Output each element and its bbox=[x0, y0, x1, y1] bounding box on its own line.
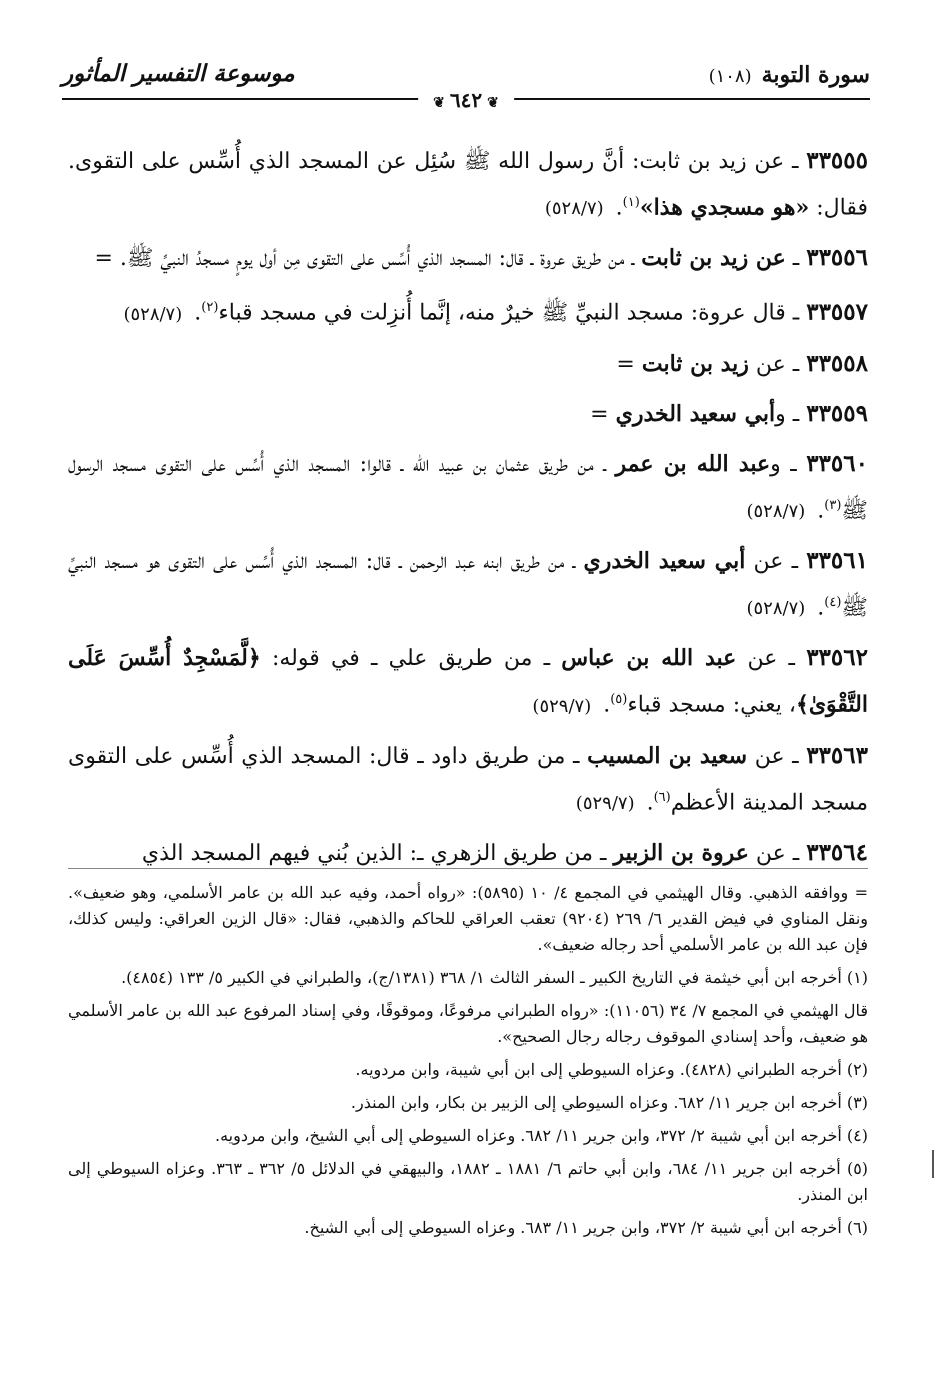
narration-entry bbox=[68, 637, 868, 726]
surah-name: سورة التوبة bbox=[761, 62, 870, 88]
ornament-icon: ❦ bbox=[487, 95, 499, 111]
footnote-separator bbox=[68, 868, 868, 869]
footnote-4: (٤) أخرجه ابن أبي شيبة ٢/ ٣٧٢، وابن جرير ١١/ ٦٨٢. وعزاه السيوطي إلى أبي الشيخ، وابن مردويه. bbox=[214, 1126, 868, 1145]
entry-text: ـ bbox=[785, 246, 807, 272]
entry-number: ٣٣٥٥٩ bbox=[806, 399, 868, 427]
entry-text: . bbox=[646, 789, 654, 815]
entry-text: . bbox=[615, 195, 623, 221]
footnote-ref: (٦) bbox=[653, 789, 671, 805]
footnote-ref: (٤) bbox=[824, 594, 842, 610]
verse-number: (١٠٨) bbox=[708, 66, 752, 87]
volume-ref: (٥٢٨/٧) bbox=[544, 198, 604, 220]
narration-entry bbox=[68, 393, 868, 435]
entry-bold-text: سعيد بن المسيب bbox=[587, 742, 748, 769]
main-text bbox=[68, 140, 868, 882]
book-title: موسوعة التفسير المأثور bbox=[62, 60, 295, 87]
entry-number: ٣٣٥٥٦ bbox=[806, 244, 868, 272]
narration-entry bbox=[68, 287, 868, 334]
volume-ref: (٥٢٨/٧) bbox=[746, 500, 806, 522]
surah-header bbox=[709, 62, 870, 88]
entry-number: ٣٣٥٦٠ bbox=[806, 449, 868, 477]
volume-ref: (٥٢٩/٧) bbox=[575, 792, 635, 814]
footnote-ref: (٥) bbox=[610, 692, 628, 708]
entry-text: ـ عن bbox=[747, 743, 807, 769]
footnote-2: (٢) أخرجه الطبراني (٤٨٢٨). وعزاه السيوطي إلى ابن أبي شيبة، وابن مردويه. bbox=[355, 1060, 868, 1079]
quran-verse: ﴿لَّمَسْجِدٌ أُسِّسَ عَلَى التَّقْوَىٰ﴾ bbox=[68, 645, 868, 718]
entry-number: ٣٣٥٦١ bbox=[806, 546, 868, 574]
entry-bold-text: عبد الله بن عمر bbox=[615, 450, 771, 477]
footnotes bbox=[68, 880, 868, 1248]
entry-bold-text: عن زيد بن ثابت bbox=[641, 245, 786, 272]
entry-text: = bbox=[616, 351, 642, 377]
entry-number: ٣٣٥٦٢ bbox=[806, 644, 868, 672]
entry-number: ٣٣٥٦٣ bbox=[806, 741, 868, 769]
footnote-continuation: = ووافقه الذهبي. وقال الهيثمي في المجمع ٤/ ١٠ (٥٨٩٥): «رواه أحمد، وفيه عبد الله بن عامر الأسلمي، وهو ضعيف». ونقل المناوي في فيض القدير ٦/ ٢٦٩ (٩٢٠٤) تعقب العراقي للحاكم والذهبي، فقال: «قال الزين العراقي: وليس كذلك، فإن عبد الله بن عامر الأسلمي أحد رجاله ضعيف». bbox=[68, 883, 869, 954]
entry-text: ـ من طريق الزهري ـ: الذين بُني فيهم المسجد الذي bbox=[141, 840, 614, 866]
footnote-1: (١) أخرجه ابن أبي خيثمة في التاريخ الكبير ـ السفر الثالث ١/ ٣٦٨ (١٣٨١/ج)، والطبراني في الكبير ٥/ ١٣٣ (٤٨٥٤). bbox=[121, 968, 868, 987]
narration-entry bbox=[68, 237, 868, 279]
entry-text: ـ من طريق عروة ـ قال: المسجد الذي أُسِّس على التقوى مِن أول يومٍ مسجدُ النبيِّ ﷺ. = bbox=[94, 246, 642, 272]
footnote-3: (٣) أخرجه ابن جرير ١١/ ٦٨٢. وعزاه السيوطي إلى الزبير بن بكار، وابن المنذر. bbox=[350, 1093, 868, 1112]
entry-text: = bbox=[590, 401, 616, 427]
entry-bold-text: أبي سعيد الخدري bbox=[615, 400, 776, 427]
footnote-6: (٦) أخرجه ابن أبي شيبة ٢/ ٣٧٢، وابن جرير ١١/ ٦٨٣. وعزاه السيوطي إلى أبي الشيخ. bbox=[304, 1218, 868, 1237]
footnote-ref: (٣) bbox=[824, 497, 842, 513]
page-number-box bbox=[418, 88, 514, 112]
entry-text: ـ عن bbox=[745, 548, 807, 574]
entry-bold-text: عروة بن الزبير bbox=[613, 839, 749, 866]
entry-text: ـ من طريق علي ـ في قوله: bbox=[260, 646, 562, 672]
volume-ref: (٥٢٨/٧) bbox=[123, 303, 183, 325]
entry-text: . bbox=[817, 595, 825, 621]
entry-text: ـ عن زيد بن ثابت: أنَّ رسول الله ﷺ سُئِل عن المسجد الذي أُسِّس على التقوى. فقال: bbox=[68, 149, 868, 221]
narration-entry bbox=[68, 735, 868, 824]
narration-entry bbox=[68, 443, 868, 532]
entry-text: . bbox=[603, 692, 611, 718]
footnote-5: (٥) أخرجه ابن جرير ١١/ ٦٨٤، وابن أبي حاتم ٦/ ١٨٨١ ـ ١٨٨٢، والبيهقي في الدلائل ٥/ ٣٦٢ ـ ٣٦٣. وعزاه السيوطي إلى ابن المنذر. bbox=[68, 1159, 869, 1204]
entry-bold-text: أبي سعيد الخدري bbox=[583, 547, 746, 574]
volume-ref: (٥٢٨/٧) bbox=[746, 598, 806, 620]
ornament-icon: ❦ bbox=[433, 95, 445, 111]
entry-text: . bbox=[194, 300, 202, 326]
entry-text: ـ من طريق داود ـ قال: المسجد الذي أُسِّس على التقوى مسجد المدينة الأعظم bbox=[68, 743, 868, 815]
volume-ref: (٥٢٩/٧) bbox=[532, 695, 592, 717]
entry-text: ـ عن bbox=[748, 840, 807, 866]
entry-text: ـ قال عروة: مسجد النبيِّ ﷺ خيرٌ منه، إنَّما أُنزِلت في مسجد قباء bbox=[218, 300, 807, 326]
entry-bold-text: «هو مسجدي هذا» bbox=[639, 194, 810, 221]
footnote-ref: (٢) bbox=[201, 300, 219, 316]
margin-mark bbox=[932, 1150, 934, 1178]
entry-text: ـ من طريق ابنه عبد الرحمن ـ قال: المسجد الذي أُسِّس على التقوى هو مسجد النبيِّ ﷺ bbox=[68, 548, 868, 621]
entry-text: . bbox=[817, 497, 825, 523]
entry-number: ٣٣٥٥٨ bbox=[806, 349, 868, 377]
footnote-1-note: قال الهيثمي في المجمع ٧/ ٣٤ (١١٠٥٦): «رواه الطبراني مرفوعًا، وموقوفًا، وفي إسناد المرفوع عبد الله بن عامر الأسلمي هو ضعيف، وأحد إسنادي الموقوف رجاله رجال الصحيح». bbox=[68, 1001, 869, 1046]
narration-entry bbox=[68, 540, 868, 629]
entry-text: ـ و bbox=[770, 451, 807, 477]
entry-text: ، يعني: مسجد قباء bbox=[627, 692, 796, 718]
narration-entry bbox=[68, 140, 868, 229]
page-number: ٦٤٢ bbox=[449, 88, 483, 112]
entry-text: ـ عن bbox=[736, 646, 807, 672]
entry-text: ـ عن bbox=[748, 351, 807, 377]
entry-number: ٣٣٥٥٧ bbox=[806, 298, 868, 326]
entry-bold-text: عبد الله بن عباس bbox=[561, 645, 737, 672]
narration-entry bbox=[68, 343, 868, 385]
entry-number: ٣٣٥٥٥ bbox=[806, 147, 868, 174]
entry-text: ـ و bbox=[775, 401, 807, 427]
entry-bold-text: زيد بن ثابت bbox=[641, 350, 749, 377]
entry-text: ـ من طريق عثمان بن عبيد الله ـ قالوا: المسجد الذي أُسِّس على التقوى مسجد الرسول ﷺ bbox=[68, 451, 868, 523]
running-header bbox=[62, 58, 870, 112]
footnote-ref: (١) bbox=[622, 195, 640, 210]
entry-number: ٣٣٥٦٤ bbox=[806, 838, 868, 866]
